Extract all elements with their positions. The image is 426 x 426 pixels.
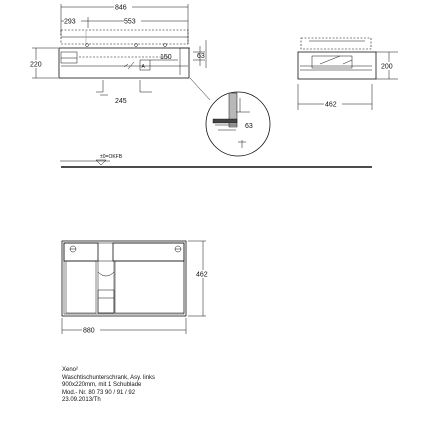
plan-view <box>62 241 213 335</box>
dim-side-height: 200 <box>381 63 393 71</box>
dim-height-left: 220 <box>30 61 42 69</box>
detail-circle <box>190 78 270 156</box>
dim-plan-width: 880 <box>83 327 95 335</box>
dim-front-offset: 245 <box>115 98 127 105</box>
dim-side-depth: 462 <box>325 101 337 109</box>
floor-label: ±0=OKFB <box>100 154 123 160</box>
product-size: 900x220mm, mit 1 Schublade <box>62 382 142 389</box>
product-model: Mod.- Nr. 80 73 90 / 91 / 92 <box>62 389 136 396</box>
side-elevation <box>298 38 398 110</box>
dim-shelf-depth: 150 <box>160 54 172 61</box>
dim-right-part: 63 <box>197 53 205 60</box>
dim-total-width: 846 <box>115 4 127 12</box>
dim-plan-depth: 462 <box>196 271 208 279</box>
product-name: Xeno² <box>62 367 79 373</box>
front-elevation <box>30 3 206 105</box>
floor-reference <box>60 154 372 167</box>
dim-detail: 63 <box>245 123 253 130</box>
product-date: 23.09.2013/Th <box>62 397 101 404</box>
product-description: Waschtischunterschrank, Asy. links <box>62 374 156 381</box>
drawer-symbol: A <box>141 64 145 70</box>
product-info-block <box>62 367 282 405</box>
dim-left-offset: 293 <box>64 18 76 26</box>
dim-right-width: 553 <box>124 18 136 26</box>
